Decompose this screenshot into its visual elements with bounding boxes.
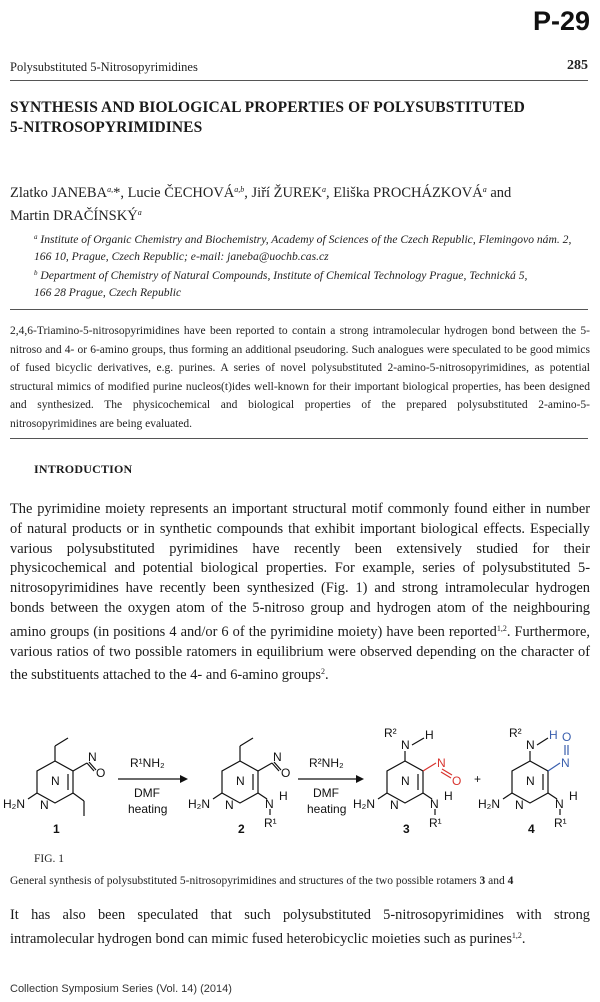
abstract-rule-bottom xyxy=(10,438,588,439)
atom-n: N xyxy=(51,774,60,788)
caption-text: General synthesis of polysubstituted 5-nitrosopyrimidines and structures of the two possible rotamers xyxy=(10,875,480,887)
atom-h-blue: H xyxy=(549,728,558,742)
affil-b-line-2: 166 28 Prague, Czech Republic xyxy=(34,286,182,299)
caption-and: and xyxy=(485,875,508,887)
poster-code: P-29 xyxy=(532,6,590,36)
author-sup: a xyxy=(482,185,487,194)
affiliation-b xyxy=(34,265,590,284)
reagent-2: R²NH₂ xyxy=(309,756,344,770)
intro-p1-end: . xyxy=(324,667,329,684)
atom-h2n: H₂N xyxy=(3,797,25,811)
atom-n: N xyxy=(88,750,97,764)
substituent-r1: R¹ xyxy=(429,816,442,830)
intro-p1-text: The pyrimidine moiety represents an important structural motif commonly found either in number of natural products or in synthetic compounds that exhibit important biological effects. Especially various polysubstituted pyrimidines have recently been extensively studied for their physicochemical and potential biological properties. For example, series of polysubstituted 5-nitrosopyrimidines have recently been synthesized (Fig. 1) and strong intramolecular hydrogen bonds between the oxygen atom of the 5-nitroso group and hydrogen atom of the neighbouring amino groups (in positions 4 and/or 6 of the pyrimidine moiety) have been reported xyxy=(10,501,590,640)
compound-number-3: 3 xyxy=(403,822,410,836)
atom-h: H xyxy=(279,789,288,803)
figure-caption xyxy=(10,875,590,887)
atom-h2n: H₂N xyxy=(478,797,500,811)
nitroso-n-blue: N xyxy=(561,756,570,770)
paper-title xyxy=(10,98,580,138)
nitroso-o-blue: O xyxy=(562,730,572,744)
solvent-2: DMF xyxy=(313,786,339,800)
atom-h: H xyxy=(444,789,453,803)
compound-number-4: 4 xyxy=(528,822,535,836)
figure-label: FIG. 1 xyxy=(34,853,65,865)
atom-n: N xyxy=(265,797,274,811)
atom-n: N xyxy=(526,738,535,752)
footer-citation: Collection Symposium Series (Vol. 14) (2014) xyxy=(10,983,232,995)
citation: 2 xyxy=(320,667,325,677)
affiliation-a xyxy=(34,229,590,248)
header-rule xyxy=(10,80,588,81)
substituent-r1: R¹ xyxy=(554,816,567,830)
title-line-2: 5-NITROSOPYRIMIDINES xyxy=(10,119,203,136)
plus-sign: + xyxy=(474,772,482,786)
atom-n: N xyxy=(526,774,535,788)
arrow-head-1 xyxy=(180,775,188,783)
intro-paragraph-2 xyxy=(10,906,590,950)
author-sep: *, xyxy=(113,185,128,201)
author-name: Lucie ČECHOVÁ xyxy=(127,185,235,201)
author-sep: and xyxy=(486,185,512,201)
abstract: 2,4,6-Triamino-5-nitrosopyrimidines have been reported to contain a strong intramolecular hydrogen bond between the 5-nitroso and 4- or 6-amino groups, thus forming an additional pseudoring. Such analogues were speculated to be good mimics of fused bicyclic derivatives, e.g. purines. A series of novel polysubstituted 2-amino-5-nitrosopyrimidines, as potential structural mimics of modified purine nucleos(t)ides well-known for their important biological properties, has been designed and synthesized. The physicochemical and biological properties of the prepared polysubstituted 2-amino-5-nitrosopyrimidines are being evaluated. xyxy=(10,325,590,430)
atom-n: N xyxy=(515,798,524,812)
condition-2: heating xyxy=(307,802,347,816)
reagent-1: R¹NH₂ xyxy=(130,756,165,770)
page-number: 285 xyxy=(567,58,588,73)
atom-o: O xyxy=(281,766,291,780)
author-list xyxy=(10,180,590,226)
atom-h2n: H₂N xyxy=(188,797,210,811)
author-name: Jiří ŽUREK xyxy=(251,185,323,201)
affil-a-line-2: 166 10, Prague, Czech Republic; e-mail: janeba@uochb.cas.cz xyxy=(34,250,329,263)
affil-b-line-1: Department of Chemistry of Natural Compounds, Institute of Chemical Technology Prague, Technická 5, xyxy=(37,269,528,282)
author-2 xyxy=(128,185,252,201)
nitroso-o-red: O xyxy=(452,774,462,788)
solvent-1: DMF xyxy=(134,786,160,800)
affil-a-line-1: Institute of Organic Chemistry and Biochemistry, Academy of Sciences of the Czech Republic, Flemingovo nám. 2, xyxy=(37,233,572,246)
atom-h: H xyxy=(425,728,434,742)
substituent-r1: R¹ xyxy=(264,816,277,830)
atom-n: N xyxy=(401,738,410,752)
abstract-rule-top xyxy=(10,309,588,310)
title-line-1: SYNTHESIS AND BIOLOGICAL PROPERTIES OF POLYSUBSTITUTED xyxy=(10,99,525,116)
substituent-r2: R² xyxy=(509,726,522,740)
compound-number-2: 2 xyxy=(238,822,245,836)
running-title: Polysubstituted 5-Nitrosopyrimidines xyxy=(10,60,198,74)
author-5 xyxy=(10,208,142,224)
nitroso-n-red: N xyxy=(437,756,446,770)
citation: 1,2 xyxy=(511,930,522,940)
atom-h: H xyxy=(569,789,578,803)
intro-p2-text: It has also been speculated that such polysubstituted 5-nitrosopyrimidines with strong intramolecular hydrogen bond can mimic fused heterobicyclic moieties such as purines xyxy=(10,907,590,947)
intro-paragraph-1 xyxy=(10,500,590,686)
condition-1: heating xyxy=(128,802,168,816)
author-sup: a, xyxy=(107,185,114,194)
affil-sup: a xyxy=(34,233,38,241)
atom-n: N xyxy=(40,798,49,812)
arrow-head-2 xyxy=(356,775,364,783)
author-name: Martin DRAČÍNSKÝ xyxy=(10,208,138,224)
atom-n: N xyxy=(430,797,439,811)
atom-o: O xyxy=(96,766,106,780)
atom-n: N xyxy=(225,798,234,812)
affiliations xyxy=(34,229,590,301)
intro-p1-text-2: . Furthermore, various ratios of two possible ratomers in equilibrium were observed depending on the character of the substituents attached to the 4- and 6-amino groups xyxy=(10,623,591,684)
figure-1-scheme xyxy=(0,705,600,845)
atom-n: N xyxy=(273,750,282,764)
substituent-r2: R² xyxy=(384,726,397,740)
author-3 xyxy=(252,185,334,201)
author-sep: , xyxy=(326,185,334,201)
author-sep: , xyxy=(244,185,252,201)
atom-n: N xyxy=(236,774,245,788)
caption-compound-3: 3 xyxy=(479,875,486,887)
author-name: Eliška PROCHÁZKOVÁ xyxy=(333,185,483,201)
atom-n: N xyxy=(401,774,410,788)
author-1 xyxy=(10,185,128,201)
author-sup: a,b xyxy=(234,185,245,194)
atom-h2n: H₂N xyxy=(353,797,375,811)
author-name: Zlatko JANEBA xyxy=(10,185,108,201)
atom-n: N xyxy=(390,798,399,812)
affil-sup: b xyxy=(34,269,38,277)
caption-compound-4: 4 xyxy=(507,875,514,887)
citation: 1,2 xyxy=(496,623,507,633)
author-sup: a xyxy=(322,185,327,194)
section-heading-introduction: INTRODUCTION xyxy=(34,462,133,476)
atom-n: N xyxy=(555,797,564,811)
intro-p2-end: . xyxy=(521,930,526,947)
author-4 xyxy=(333,185,511,201)
author-sup: a xyxy=(137,208,142,217)
compound-number-1: 1 xyxy=(53,822,60,836)
